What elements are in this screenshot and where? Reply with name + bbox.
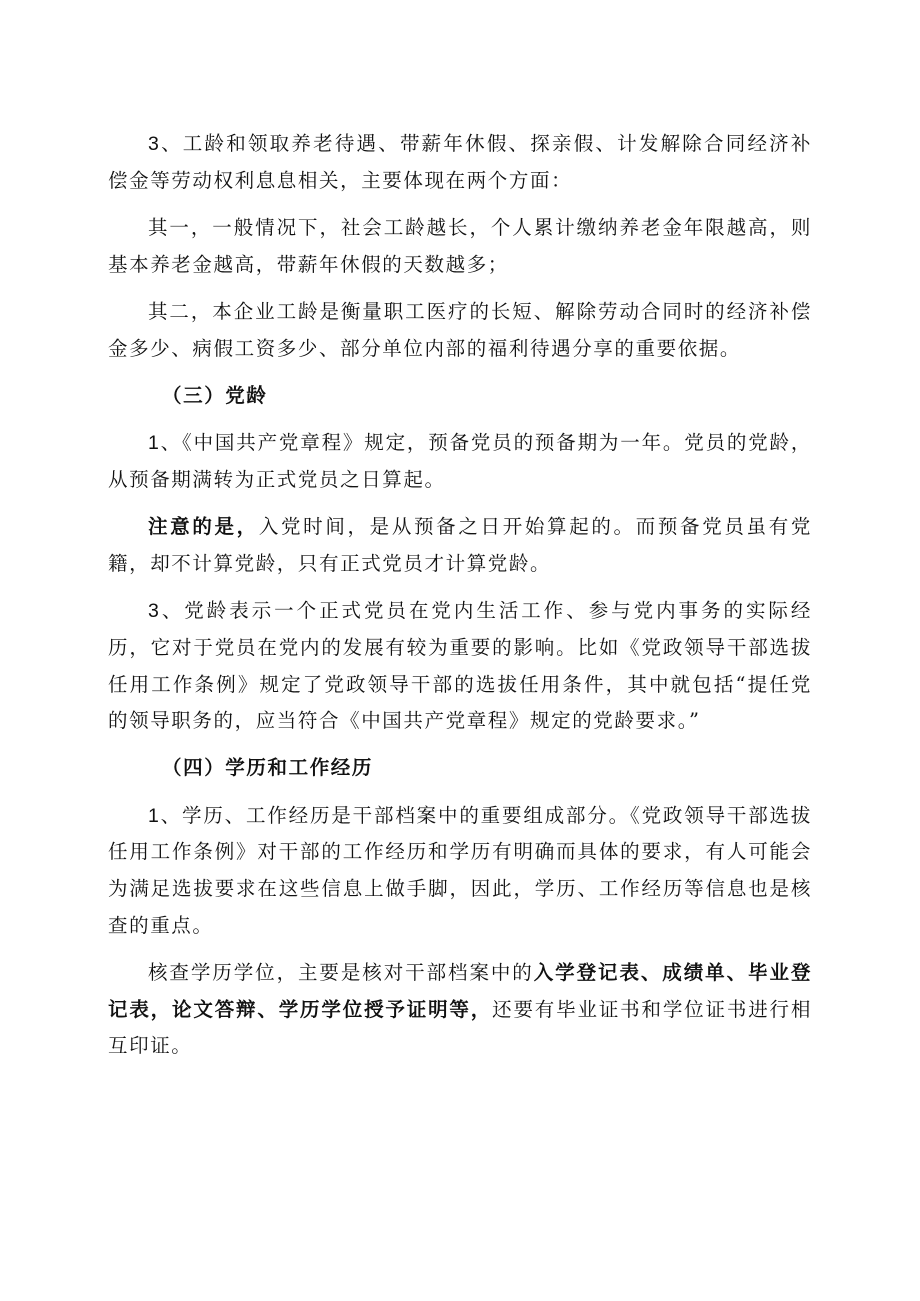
item-number: 3 — [148, 600, 161, 623]
paragraph-text: 其一，一般情况下，社会工龄越长，个人累计缴纳养老金年限越高，则基本养老金越高，带薪年休假的天数越多； — [108, 215, 812, 276]
paragraph-work-seniority-rights — [108, 126, 812, 199]
paragraph-text: 入党时间，是从预备之日开始算起的。而预备党员虽有党籍，却不计算党龄，只有正式党员才计算党龄。 — [108, 515, 812, 575]
paragraph-tail-text: 还要有毕业证书和学位证书进行相互印证。 — [108, 997, 812, 1058]
paragraph-party-age-meaning — [108, 593, 812, 739]
paragraph-second-aspect — [108, 294, 812, 367]
heading-text: （三）党龄 — [162, 383, 268, 407]
item-number: 1 — [148, 432, 161, 455]
paragraph-note — [108, 509, 812, 582]
section-heading-education-experience — [108, 750, 812, 787]
paragraph-degree-verification — [108, 955, 812, 1065]
paragraph-text: 其二，本企业工龄是衡量职工医疗的长短、解除劳动合同时的经济补偿金多少、病假工资多少、部分单位内部的福利待遇分享的重要依据。 — [108, 299, 812, 360]
item-number: 3 — [148, 133, 161, 155]
note-label: 注意的是， — [148, 515, 259, 539]
paragraph-party-constitution — [108, 425, 812, 498]
paragraph-text: 、党龄表示一个正式党员在党内生活工作、参与党内事务的实际经历，它对于党员在党内的发展有较为重要的影响。比如《党政领导干部选拔任用工作条例》规定了党政领导干部的选拔任用条件，其中就包括“提任党的领导职务的，应当符合《中国共产党章程》规定的党龄要求。” — [108, 599, 812, 733]
paragraph-education-records — [108, 798, 812, 944]
paragraph-lead-text: 核查学历学位，主要是核对干部档案中的 — [148, 961, 534, 985]
item-number: 1 — [148, 804, 161, 827]
paragraph-text: 、学历、工作经历是干部档案中的重要组成部分。《党政领导干部选拔任用工作条例》对干部的工作经历和学历有明确而具体的要求，有人可能会为满足选拔要求在这些信息上做手脚，因此，学历、工作经历等信息也是核查的重点。 — [108, 803, 812, 937]
paragraph-text: 、工龄和领取养老待遇、带薪年休假、探亲假、计发解除合同经济补偿金等劳动权利息息相关，主要体现在两个方面： — [108, 132, 812, 192]
document-body — [108, 126, 812, 1076]
paragraph-first-aspect — [108, 210, 812, 283]
emphasized-documents: 入学登记表、成绩单、毕业登记表，论文答辩、学历学位授予证明等， — [108, 961, 812, 1021]
heading-text: （四）学历和工作经历 — [162, 756, 374, 780]
section-heading-party-age — [108, 378, 812, 415]
paragraph-text: 、《中国共产党章程》规定，预备党员的预备期为一年。党员的党龄，从预备期满转为正式党员之日算起。 — [108, 431, 812, 491]
